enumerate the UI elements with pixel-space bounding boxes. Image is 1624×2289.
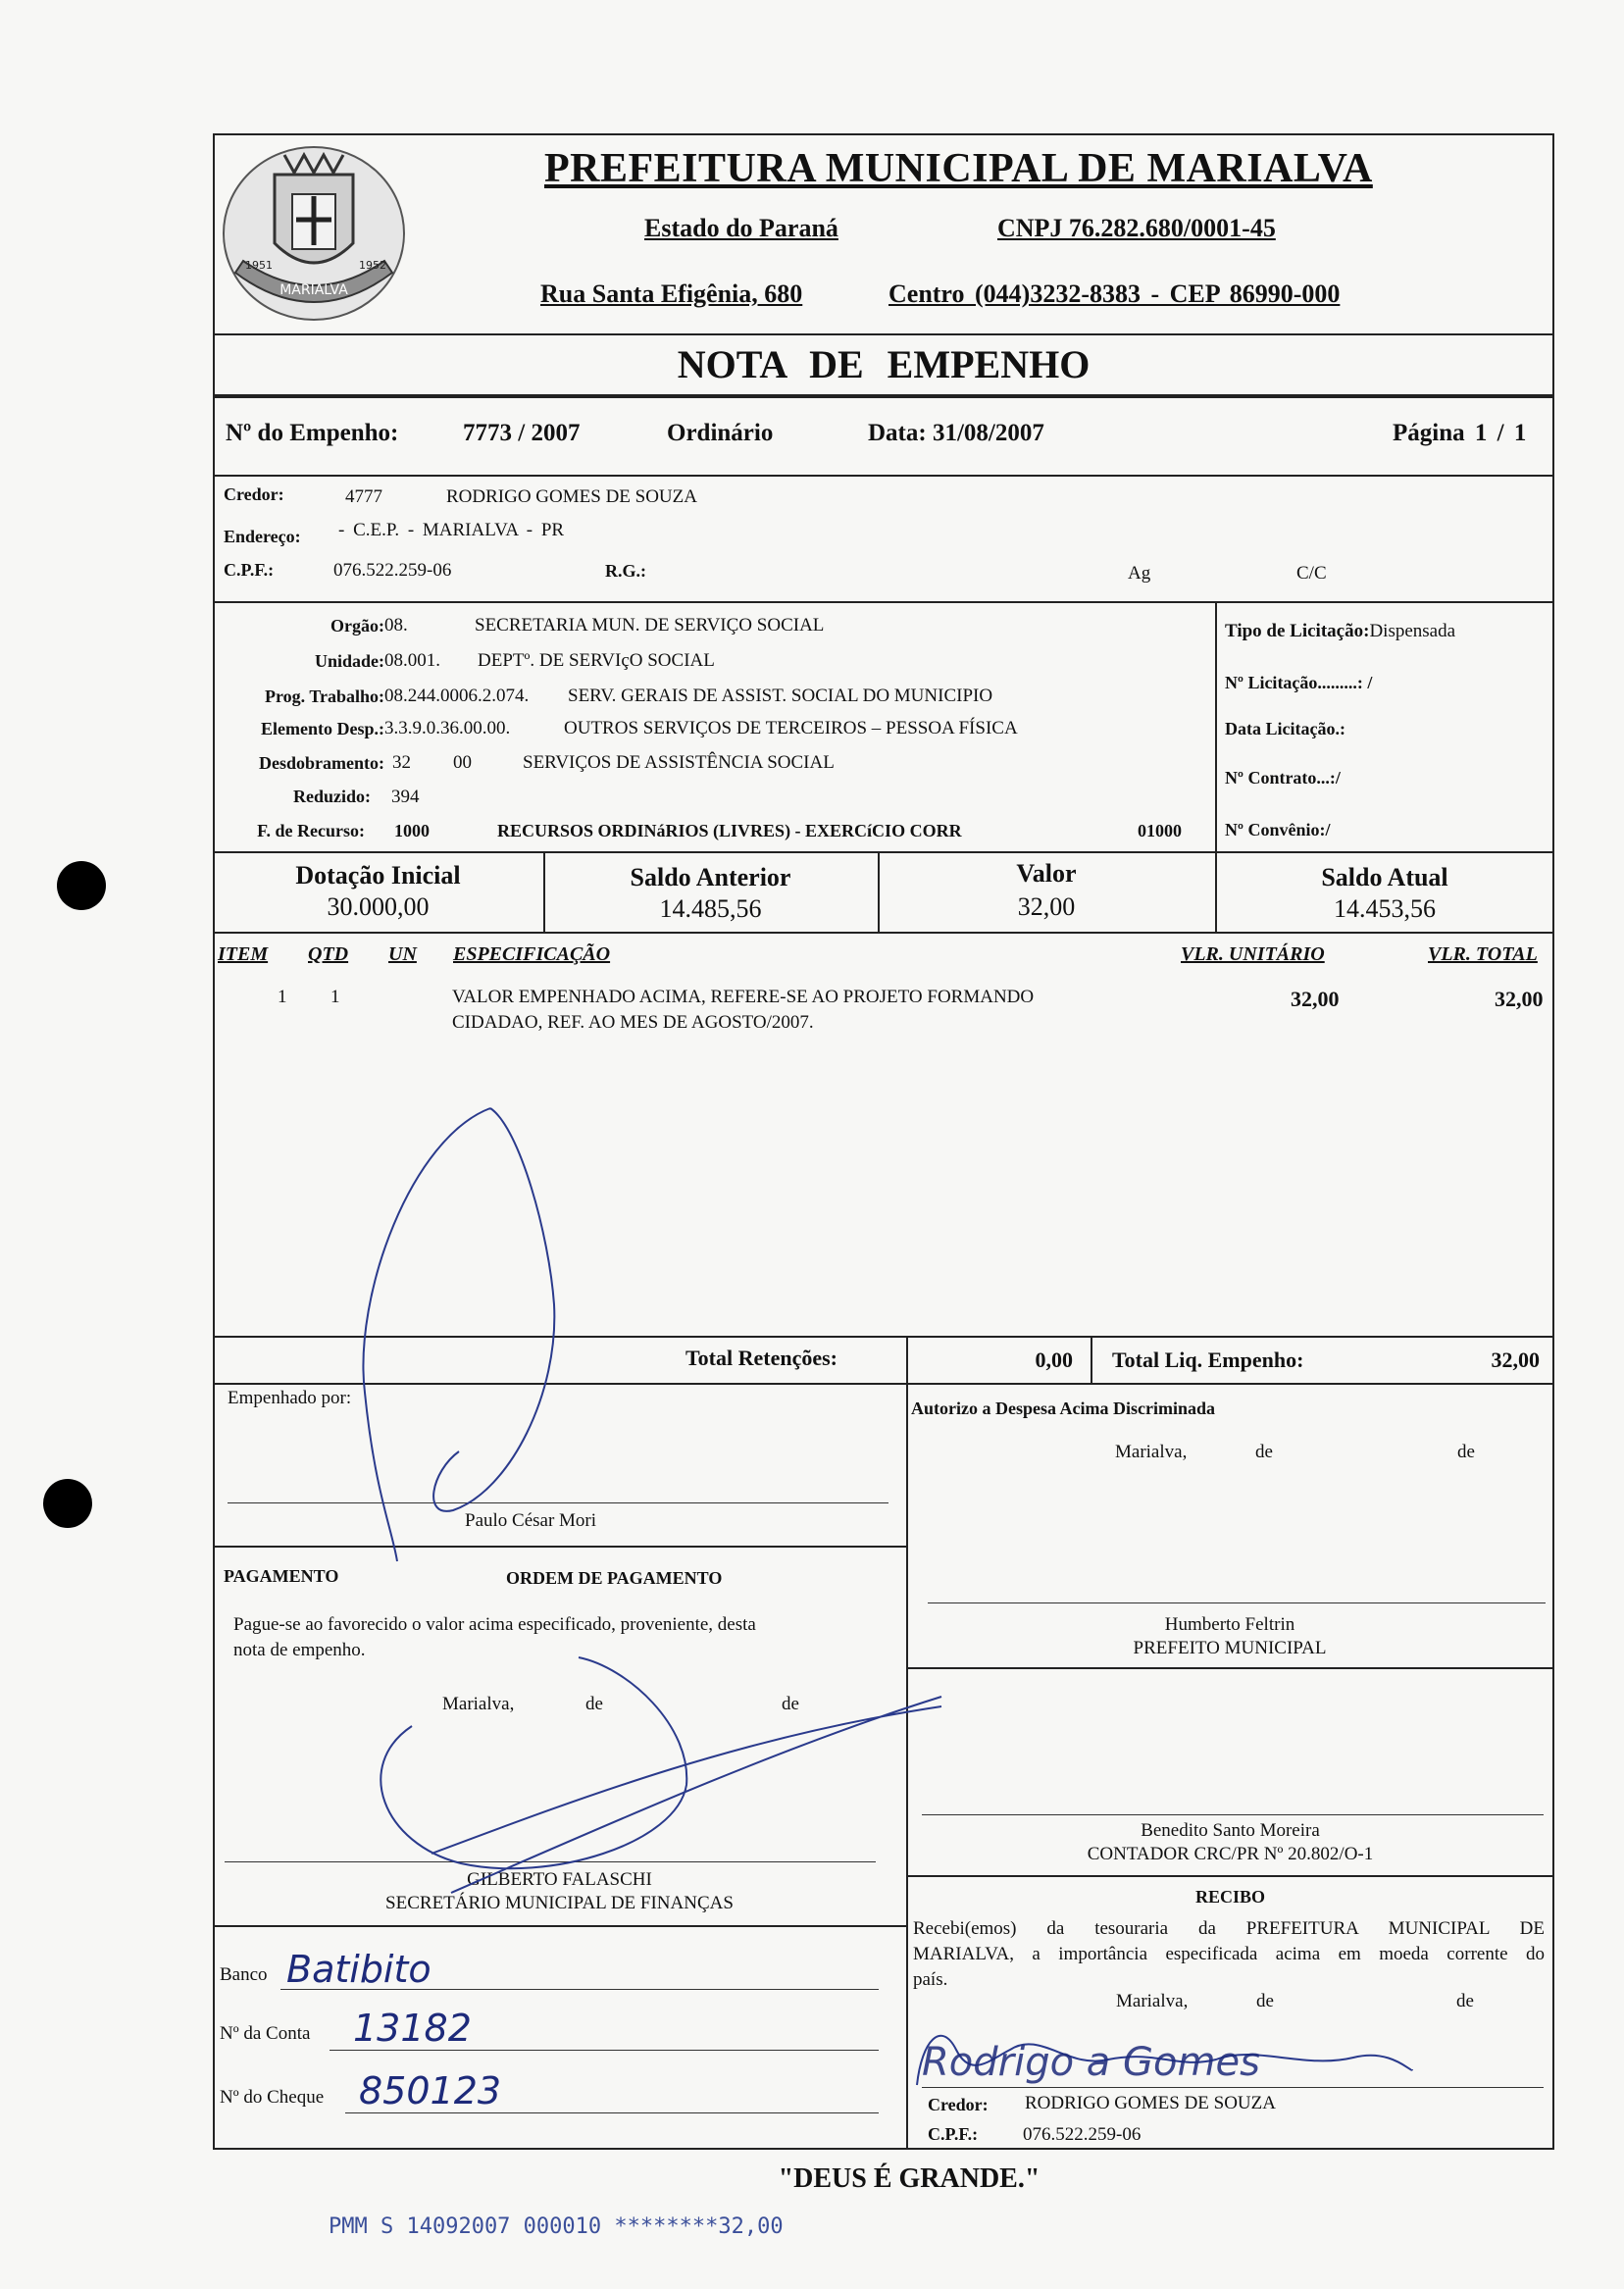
item-spec-line1: VALOR EMPENHADO ACIMA, REFERE-SE AO PROJETO FORMANDO: [452, 987, 1035, 1007]
secretary-name: GILBERTO FALASCHI: [467, 1869, 652, 1890]
dotacao-value: 30.000,00: [327, 892, 430, 921]
autorizo-de1: de: [1255, 1442, 1273, 1462]
header-cnpj: CNPJ 76.282.680/0001-45: [997, 214, 1276, 242]
licitacao-tipo-value: Dispensada: [1369, 621, 1456, 641]
doc-title: NOTA DE EMPENHO: [677, 342, 1091, 386]
prog-desc: SERV. GERAIS DE ASSIST. SOCIAL DO MUNICIPIO: [568, 686, 993, 706]
credor-code: 4777: [345, 486, 382, 507]
pagamento-de2: de: [782, 1694, 799, 1714]
contador-title: CONTADOR CRC/PR Nº 20.802/O-1: [1087, 1844, 1374, 1864]
recibo-place: Marialva,: [1116, 1991, 1189, 2011]
pagamento-place: Marialva,: [442, 1694, 515, 1714]
licitacao-numero: Nº Licitação.........: /: [1225, 673, 1373, 692]
recurso-desc: RECURSOS ORDINáRIOS (LIVRES) - EXERCíCIO CORR: [497, 821, 962, 840]
recibo-de2: de: [1456, 1991, 1474, 2011]
autorizo-de2: de: [1457, 1442, 1475, 1462]
elemento-code: 3.3.9.0.36.00.00.: [384, 718, 511, 738]
atual-value: 14.453,56: [1334, 894, 1436, 923]
licitacao-data: Data Licitação.:: [1225, 719, 1345, 738]
recibo-cpf-value: 076.522.259-06: [1023, 2124, 1142, 2145]
desdobramento-code2: 00: [453, 752, 472, 773]
conta-handwritten: 13182: [353, 2007, 472, 2050]
conta-label: Nº da Conta: [220, 2023, 311, 2044]
anterior-value: 14.485,56: [659, 894, 762, 923]
recibo-credor-name: RODRIGO GOMES DE SOUZA: [1025, 2093, 1276, 2113]
pagamento-de1: de: [585, 1694, 603, 1714]
autorizo-place: Marialva,: [1115, 1442, 1188, 1462]
liq-label: Total Liq. Empenho:: [1112, 1348, 1304, 1372]
contador-name: Benedito Santo Moreira: [1141, 1820, 1320, 1841]
reduzido-label: Reduzido:: [292, 787, 371, 806]
cpf-label: C.P.F.:: [224, 560, 275, 580]
col-un-header: UN: [388, 943, 417, 965]
cheque-label: Nº do Cheque: [220, 2087, 325, 2108]
footer-stamp: PMM S 14092007 000010 ********32,00: [329, 2214, 784, 2239]
recibo-credor-label: Credor:: [928, 2095, 989, 2114]
item-qtd: 1: [330, 987, 340, 1007]
endereco-value: - C.E.P. - MARIALVA - PR: [338, 520, 565, 540]
retencoes-value: 0,00: [1035, 1348, 1073, 1372]
orgao-label: Orgão:: [330, 616, 384, 636]
dotacao-label: Dotação Inicial: [295, 861, 461, 890]
mayor-name: Humberto Feltrin: [1164, 1614, 1295, 1635]
recurso-code2: 01000: [1138, 821, 1182, 840]
empenho-label: Nº do Empenho:: [226, 420, 399, 446]
mayor-title: PREFEITO MUNICIPAL: [1133, 1638, 1327, 1658]
valor-value: 32,00: [1017, 892, 1076, 921]
recibo-text-line2: MARIALVA, a importância especificada acima em moeda corrente do: [913, 1944, 1545, 1964]
secretary-title: SECRETÁRIO MUNICIPAL DE FINANÇAS: [385, 1893, 734, 1913]
pagamento-title: ORDEM DE PAGAMENTO: [506, 1568, 723, 1588]
liq-value: 32,00: [1491, 1348, 1540, 1372]
recibo-cpf-label: C.P.F.:: [928, 2124, 979, 2144]
orgao-desc: SECRETARIA MUN. DE SERVIÇO SOCIAL: [475, 615, 825, 636]
recibo-title: RECIBO: [1194, 1887, 1265, 1907]
item-number: 1: [278, 987, 287, 1007]
item-total-value: 32,00: [1495, 987, 1544, 1011]
item-unit-value: 32,00: [1291, 987, 1340, 1011]
pagamento-text-line1: Pague-se ao favorecido o valor acima especificado, proveniente, desta: [233, 1614, 756, 1635]
rg-label: R.G.:: [605, 561, 646, 581]
prog-label: Prog. Trabalho:: [264, 687, 384, 706]
empenhado-label: Empenhado por:: [228, 1388, 352, 1408]
prog-code: 08.244.0006.2.074.: [384, 686, 530, 706]
col-item-header: ITEM: [218, 943, 269, 965]
convenio-number: Nº Convênio:/: [1225, 820, 1331, 839]
signature-secretary: [381, 1657, 941, 1893]
recurso-label: F. de Recurso:: [257, 821, 365, 840]
recurso-code: 1000: [394, 821, 430, 840]
elemento-desc: OUTROS SERVIÇOS DE TERCEIROS – PESSOA FÍSICA: [564, 718, 1018, 738]
unidade-label: Unidade:: [314, 651, 384, 671]
retencoes-label: Total Retenções:: [685, 1346, 837, 1370]
header-contact: Centro (044)3232-8383 - CEP 86990-000: [888, 280, 1341, 308]
cpf-value: 076.522.259-06: [333, 560, 452, 581]
contrato-number: Nº Contrato...:/: [1225, 768, 1341, 788]
cheque-handwritten: 850123: [359, 2069, 502, 2112]
footer-motto: "DEUS É GRANDE.": [778, 2163, 1040, 2194]
crest-year-left: 1951: [245, 259, 273, 272]
crest-year-right: 1952: [359, 259, 386, 272]
anterior-label: Saldo Anterior: [630, 863, 791, 891]
credor-name: RODRIGO GOMES DE SOUZA: [446, 486, 697, 507]
endereco-label: Endereço:: [224, 527, 301, 546]
col-unit-header: VLR. UNITÁRIO: [1181, 943, 1325, 965]
ag-label: Ag: [1128, 563, 1151, 584]
recibo-text-line1: Recebi(emos) da tesouraria da PREFEITURA MUNICIPAL DE: [913, 1918, 1545, 1939]
desdobramento-desc: SERVIÇOS DE ASSISTÊNCIA SOCIAL: [523, 752, 835, 773]
col-total-header: VLR. TOTAL: [1428, 943, 1538, 965]
crest-name: MARIALVA: [279, 282, 348, 298]
empenho-date: Data: 31/08/2007: [868, 420, 1044, 446]
recibo-signature: Rodrigo a Gomes: [922, 2040, 1260, 2085]
orgao-code: 08.: [384, 615, 408, 636]
unidade-code: 08.001.: [384, 650, 440, 671]
reduzido-value: 394: [391, 787, 420, 807]
header-state: Estado do Paraná: [644, 214, 838, 242]
banco-handwritten: Batibito: [286, 1948, 431, 1991]
banco-label: Banco: [220, 1964, 268, 1985]
elemento-label: Elemento Desp.:: [261, 719, 384, 738]
autorizo-title: Autorizo a Despesa Acima Discriminada: [911, 1399, 1215, 1418]
col-qtd-header: QTD: [308, 943, 349, 965]
signature-empenhado: [363, 1108, 554, 1561]
pagamento-label: PAGAMENTO: [224, 1566, 339, 1586]
recibo-de1: de: [1256, 1991, 1274, 2011]
pagamento-text-line2: nota de empenho.: [233, 1640, 366, 1660]
empenhado-name: Paulo César Mori: [465, 1510, 597, 1531]
cc-label: C/C: [1296, 563, 1327, 584]
col-spec-header: ESPECIFICAÇÃO: [453, 943, 611, 965]
empenho-number: 7773 / 2007: [463, 420, 581, 446]
empenho-type: Ordinário: [667, 420, 774, 446]
desdobramento-label: Desdobramento:: [259, 753, 384, 773]
licitacao-tipo-label: Tipo de Licitação:: [1225, 621, 1370, 641]
credor-label: Credor:: [224, 484, 284, 504]
item-spec-line2: CIDADAO, REF. AO MES DE AGOSTO/2007.: [452, 1012, 814, 1033]
atual-label: Saldo Atual: [1321, 863, 1448, 891]
unidade-desc: DEPTº. DE SERVIçO SOCIAL: [478, 650, 715, 671]
desdobramento-code: 32: [392, 752, 411, 773]
recibo-text-line3: país.: [913, 1969, 948, 1990]
empenho-page: Página 1 / 1: [1393, 420, 1527, 446]
valor-label: Valor: [1016, 859, 1077, 888]
header-title: PREFEITURA MUNICIPAL DE MARIALVA: [544, 146, 1373, 191]
header-address: Rua Santa Efigênia, 680: [540, 280, 803, 308]
